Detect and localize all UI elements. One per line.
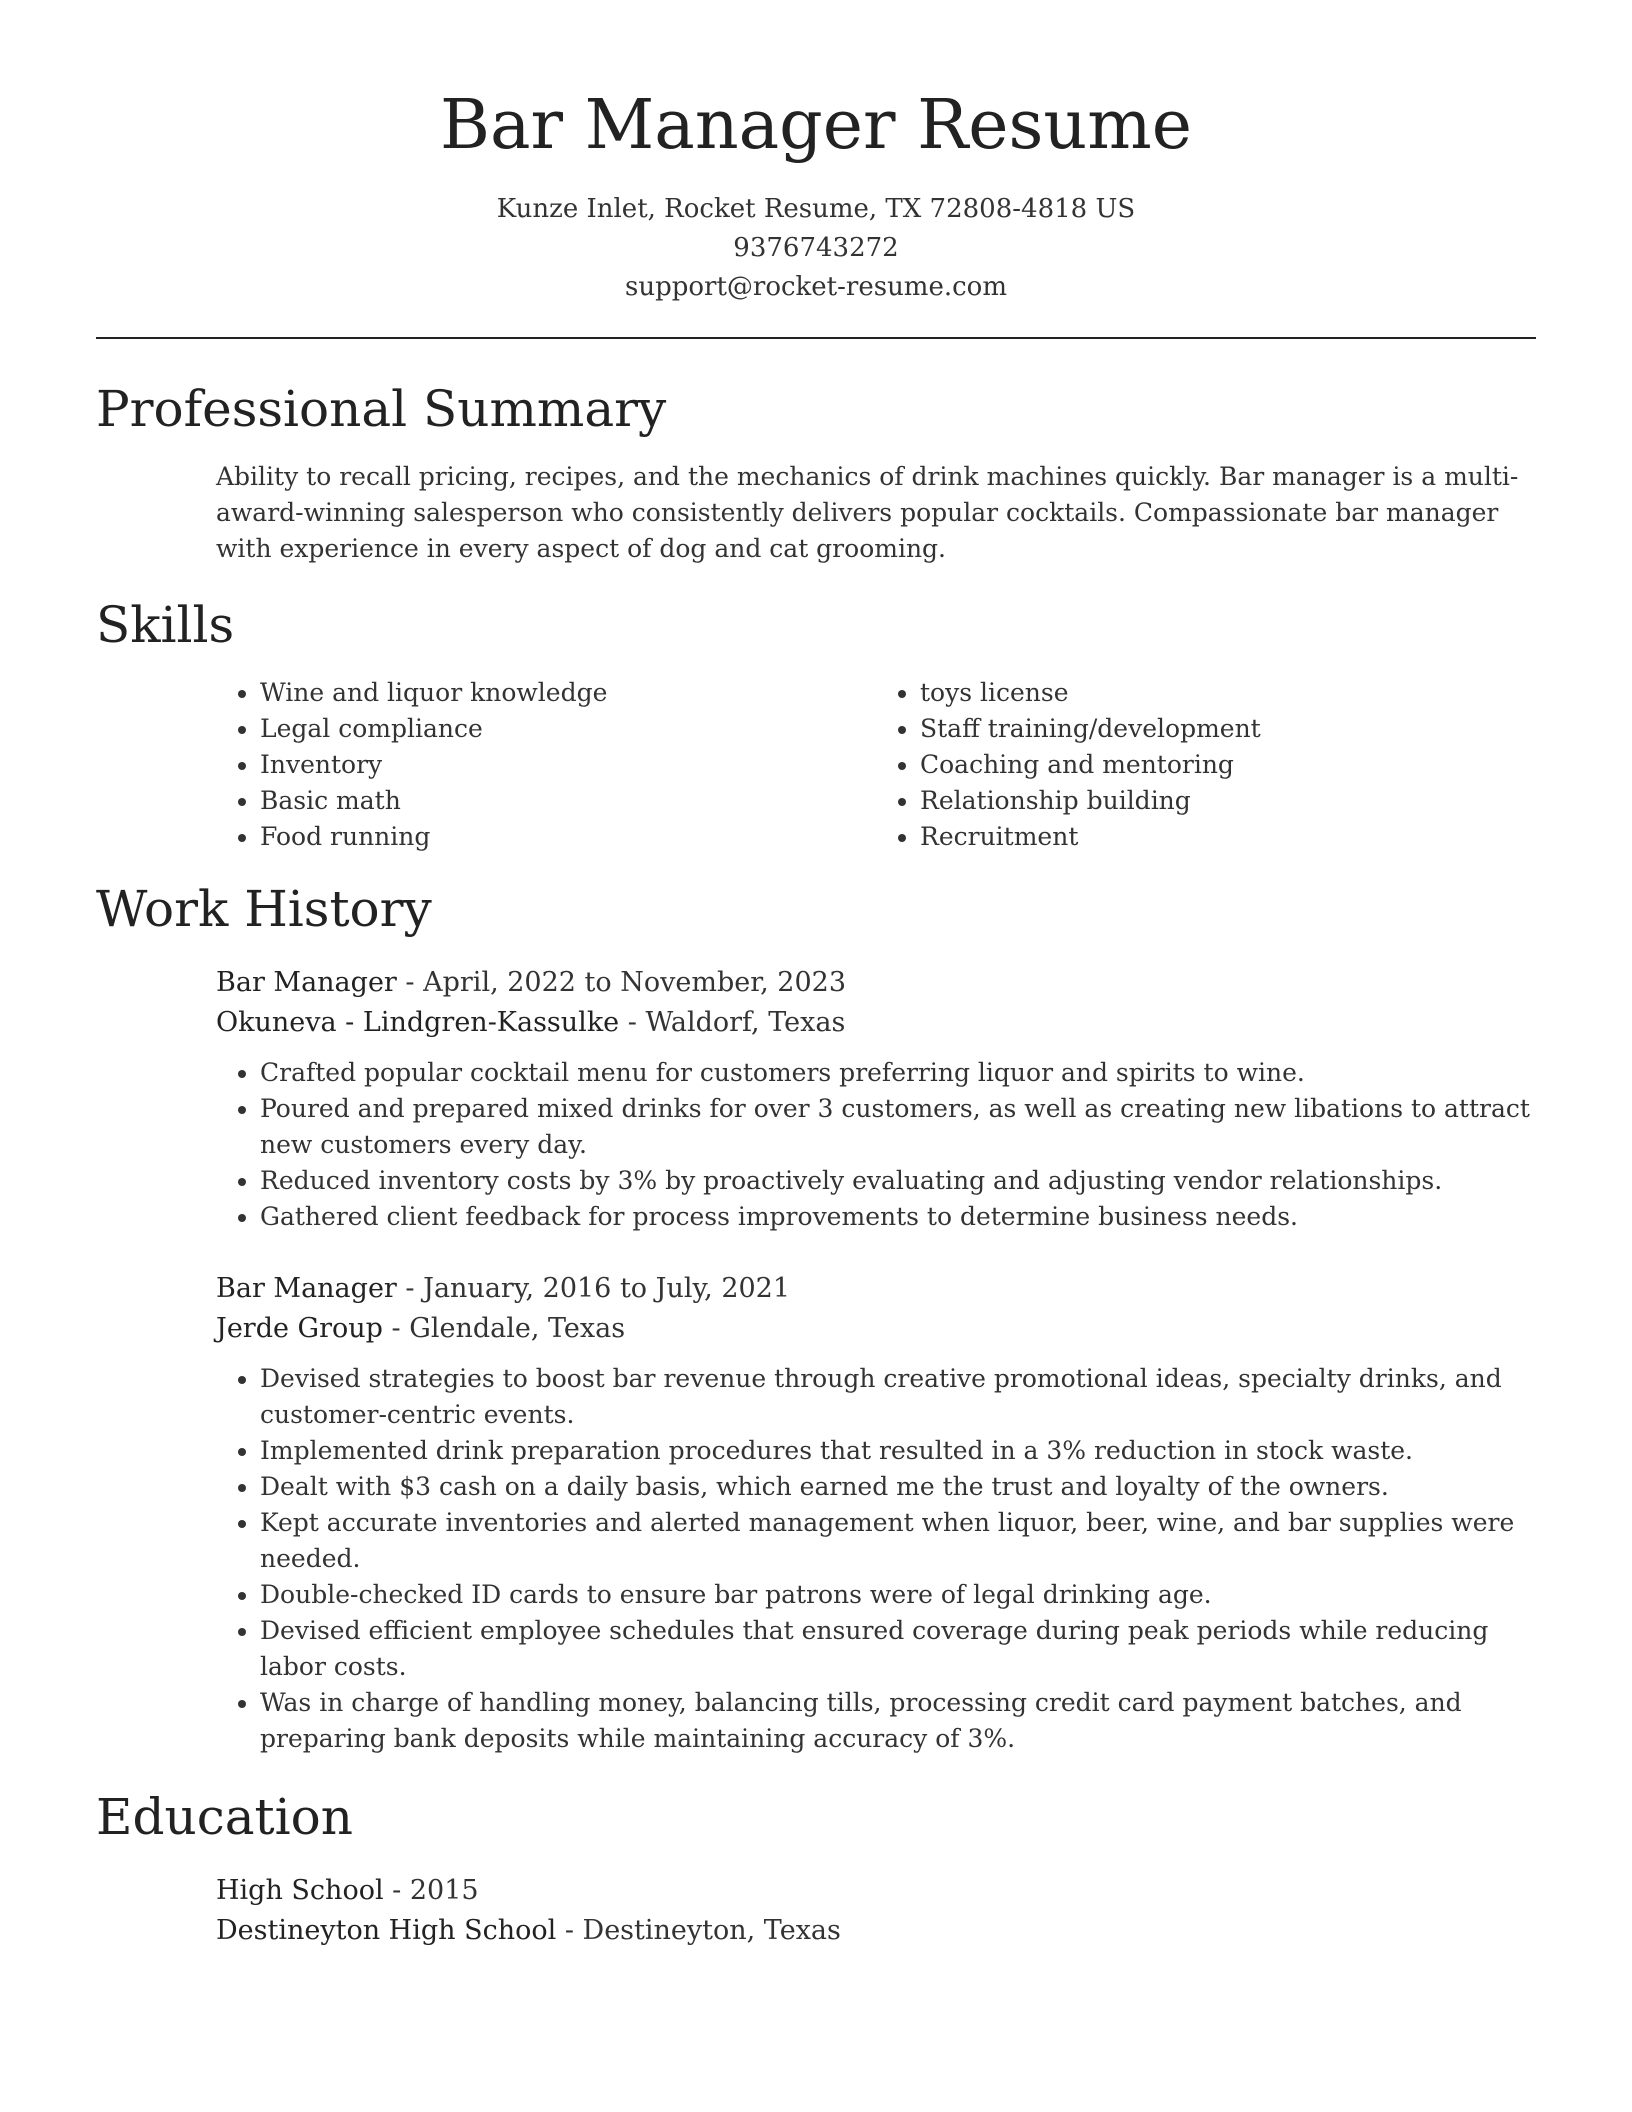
- job-company-line: [216, 1003, 1536, 1043]
- job-title-line: [216, 1269, 1536, 1309]
- education-entry: [96, 1871, 1536, 1951]
- job-role: Bar Manager: [216, 967, 397, 998]
- resume-header: [96, 0, 1536, 307]
- job-bullet: • Dealt with $3 cash on a daily basis, which earned me the trust and loyalty of the owners.: [260, 1469, 1536, 1505]
- skills-column-right: [876, 675, 1536, 855]
- job-role: Bar Manager: [216, 1273, 397, 1304]
- job-bullet: • Crafted popular cocktail menu for customers preferring liquor and spirits to wine.: [260, 1055, 1536, 1091]
- address: Kunze Inlet, Rocket Resume, TX 72808-4818 US: [496, 194, 1136, 224]
- job-bullet: • Implemented drink preparation procedures that resulted in a 3% reduction in stock waste.: [260, 1433, 1536, 1469]
- skill-item: • Staff training/development: [920, 711, 1536, 747]
- job-bullet: • Poured and prepared mixed drinks for over 3 customers, as well as creating new libations to attract new customers every day.: [260, 1091, 1536, 1163]
- job-entry: [96, 963, 1536, 1235]
- job-bullet: • Kept accurate inventories and alerted management when liquor, beer, wine, and bar supplies were needed.: [260, 1505, 1536, 1577]
- skill-item: • Legal compliance: [260, 711, 876, 747]
- job-bullet: • Devised efficient employee schedules that ensured coverage during peak periods while reducing labor costs.: [260, 1613, 1536, 1685]
- education-heading: Education: [96, 1788, 353, 1846]
- school-name: Destineyton High School: [216, 1915, 557, 1946]
- skill-item: • Food running: [260, 819, 876, 855]
- skills-heading: Skills: [96, 596, 235, 654]
- degree-line: [216, 1871, 1536, 1911]
- degree: High School: [216, 1875, 384, 1906]
- job-bullet: • Gathered client feedback for process improvements to determine business needs.: [260, 1199, 1536, 1235]
- job-company: Okuneva - Lindgren-Kassulke: [216, 1007, 620, 1038]
- summary-heading: Professional Summary: [96, 380, 667, 438]
- job-bullet: • Double-checked ID cards to ensure bar patrons were of legal drinking age.: [260, 1577, 1536, 1613]
- resume-title: Bar Manager Resume: [440, 86, 1192, 165]
- school-line: [216, 1911, 1536, 1951]
- graduation-year: - 2015: [383, 1875, 479, 1906]
- job-bullet: • Reduced inventory costs by 3% by proactively evaluating and adjusting vendor relationships.: [260, 1163, 1536, 1199]
- job-bullet: • Devised strategies to boost bar revenue through creative promotional ideas, specialty drinks, and customer-centric events.: [260, 1361, 1536, 1433]
- job-location: - Waldorf, Texas: [619, 1007, 846, 1038]
- job-bullets: [216, 1055, 1536, 1235]
- skill-item: • Inventory: [260, 747, 876, 783]
- skills-column-left: [216, 675, 876, 855]
- skill-item: • Basic math: [260, 783, 876, 819]
- skills-grid: [96, 675, 1536, 855]
- work-history-heading: Work History: [96, 880, 432, 938]
- header-divider: [96, 337, 1536, 339]
- job-location: - Glendale, Texas: [382, 1313, 626, 1344]
- contact-info: [96, 190, 1536, 307]
- job-bullet: • Was in charge of handling money, balancing tills, processing credit card payment batches, and preparing bank deposits while maintaining accuracy of 3%.: [260, 1685, 1536, 1757]
- job-title-line: [216, 963, 1536, 1003]
- email: support@rocket-resume.com: [624, 272, 1007, 302]
- skill-item: • Wine and liquor knowledge: [260, 675, 876, 711]
- job-dates: - April, 2022 to November, 2023: [396, 967, 847, 998]
- job-company-line: [216, 1309, 1536, 1349]
- skill-item: • Recruitment: [920, 819, 1536, 855]
- summary-text: Ability to recall pricing, recipes, and the mechanics of drink machines quickly. Bar manager is a multi-award-winning salesperson who consistently delivers popular cocktails. Compassionate bar manager with experience in every aspect of dog and cat grooming.: [216, 462, 1519, 563]
- school-location: - Destineyton, Texas: [556, 1915, 841, 1946]
- skill-item: • Coaching and mentoring: [920, 747, 1536, 783]
- job-company: Jerde Group: [216, 1313, 383, 1344]
- phone: 9376743272: [733, 233, 899, 263]
- skill-item: • toys license: [920, 675, 1536, 711]
- skill-item: • Relationship building: [920, 783, 1536, 819]
- job-bullets: [216, 1361, 1536, 1757]
- job-dates: - January, 2016 to July, 2021: [396, 1273, 791, 1304]
- job-entry: [96, 1269, 1536, 1757]
